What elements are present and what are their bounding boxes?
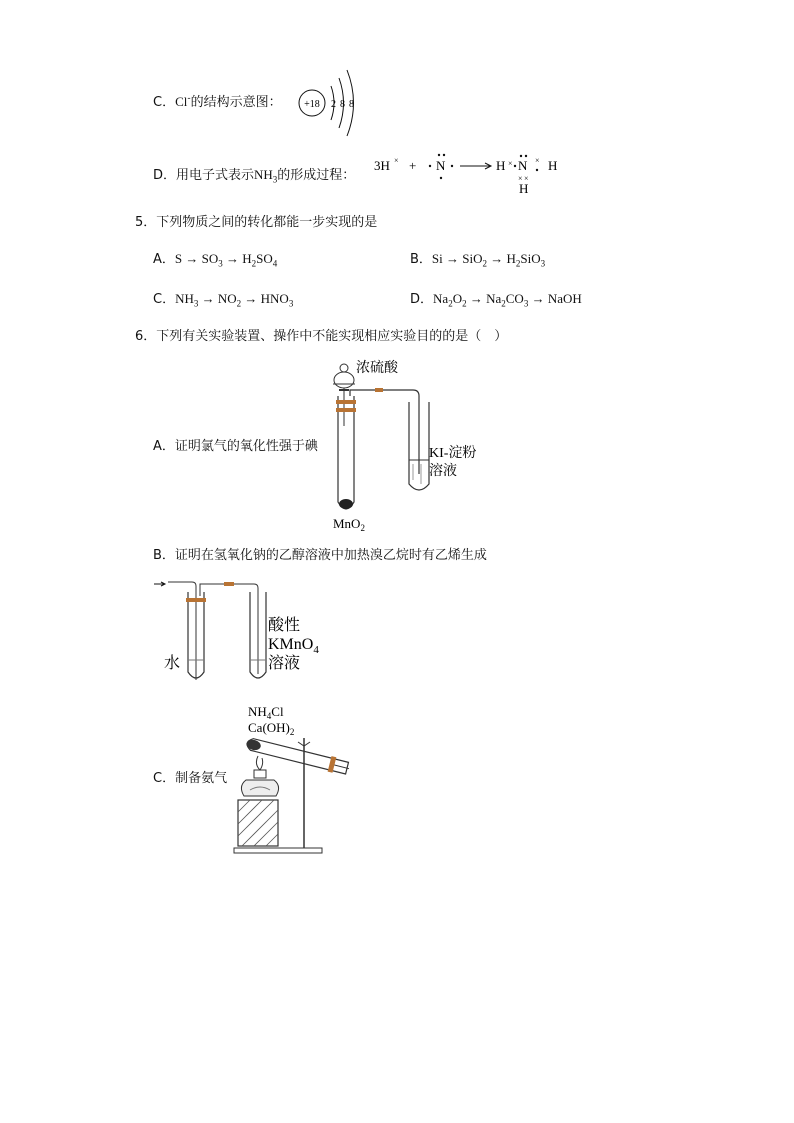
svg-text:H: H <box>548 158 558 173</box>
alcohol-lamp-icon <box>241 756 278 796</box>
label-nh4cl: $NH_4Cl$ <box>248 704 284 721</box>
option-d-struct: D．用电子式表示$NH_3$的形成过程： <box>153 167 356 185</box>
label-caoh2: $Ca(OH)_2$ <box>248 720 295 737</box>
shell-count-2: 8 <box>340 99 345 110</box>
nh3-electron-formula <box>372 148 562 196</box>
option-c-struct: C．Cl-的结构示意图： <box>153 93 282 110</box>
label-conc-sulfuric-acid: 浓硫酸 <box>356 361 398 376</box>
q5-stem: 5．下列物质之间的转化都能一步实现的是 <box>135 215 378 230</box>
svg-text:N: N <box>436 158 446 173</box>
label-water: 水 <box>164 655 181 672</box>
svg-text:×: × <box>524 174 529 183</box>
svg-text:×: × <box>508 159 513 168</box>
label-kmno4-solution: 溶液 <box>268 655 301 672</box>
svg-text:H: H <box>496 158 506 173</box>
q5-option-d: D．$Na_2O_2 \to Na_2CO_3$ → NaOH <box>410 291 582 309</box>
label-ki-starch: KI-淀粉 <box>429 446 477 461</box>
ethylene-test-apparatus-diagram <box>150 574 330 678</box>
q6-option-c-label: C．制备氨气 <box>153 771 228 786</box>
nucleus-charge: +18 <box>304 99 320 110</box>
label-mno2: MnO$_2$ <box>333 516 365 533</box>
svg-text:×: × <box>394 156 399 165</box>
svg-text:×: × <box>535 156 540 165</box>
cl-ion-structure-diagram <box>295 66 370 136</box>
svg-text:+: + <box>409 158 417 173</box>
svg-text:N: N <box>518 158 528 173</box>
q6-option-a-label: A．证明氯气的氧化性强于碘 <box>153 439 318 454</box>
q5-option-c: C．$NH_3 \to NO_2 \to HNO_3$ <box>153 291 294 309</box>
q6-stem: 6．下列有关实验装置、操作中不能实现相应实验目的的是（ ） <box>135 329 508 344</box>
svg-text:H: H <box>519 181 529 196</box>
q5-option-b: B．$Si \to SiO_2 \to H_2SiO_3$ <box>410 251 546 269</box>
ammonia-prep-apparatus-diagram <box>230 700 360 860</box>
label-acidic: 酸性 <box>268 617 301 634</box>
label-kmno4: KMnO$_4$ <box>268 636 319 656</box>
chlorine-apparatus-diagram <box>325 356 495 532</box>
shell-count-1: 2 <box>331 99 336 110</box>
q5-option-a: A．$S \to SO_3 \to H_2SO_4$ <box>153 251 278 269</box>
q6-option-b-label: B．证明在氢氧化钠的乙醇溶液中加热溴乙烷时有乙烯生成 <box>153 548 487 563</box>
svg-text:×: × <box>518 174 523 183</box>
shell-count-3: 8 <box>349 99 354 110</box>
svg-text:3H: 3H <box>374 158 390 173</box>
label-solution: 溶液 <box>429 464 457 479</box>
